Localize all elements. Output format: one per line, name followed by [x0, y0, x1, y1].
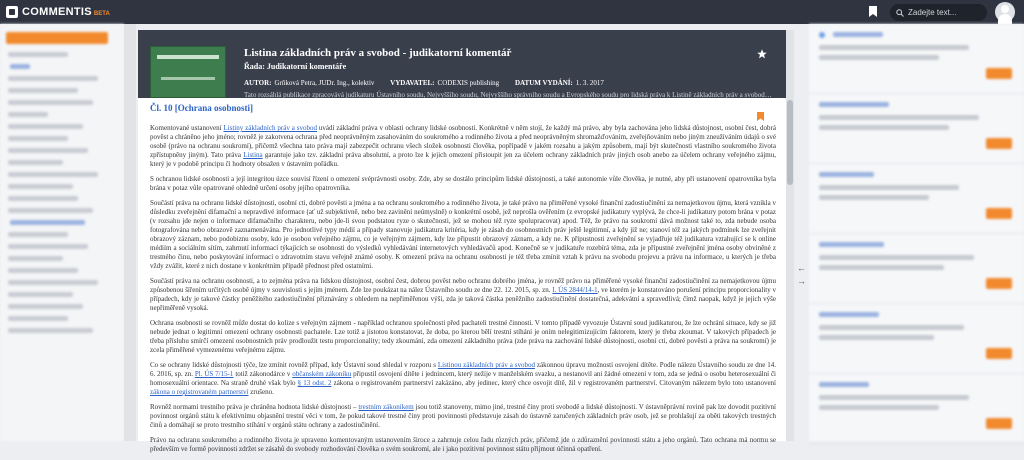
right-sidebar: [809, 24, 1024, 441]
beta-badge: BETA: [93, 11, 110, 17]
document-scrollbar[interactable]: [786, 30, 794, 441]
law-link[interactable]: Listiny základních práv a svobod: [223, 124, 317, 132]
sidebar-action-button[interactable]: [6, 32, 108, 44]
bookmark-icon[interactable]: [869, 6, 877, 17]
logo-icon: [6, 6, 18, 18]
law-link[interactable]: § 13 odst. 2: [297, 379, 332, 387]
list-item[interactable]: [809, 374, 1024, 444]
search-input[interactable]: [908, 8, 988, 17]
paragraph: Ochrana osobnosti se rovněž může dostat do kolize s veřejným zájmem - například ochranou společnosti před pachateli trestné činnosti. V tomto případě vyvozuje Ústavní soud judikaturou, že lze ochrání situace, kdy se již nebude jednat o legitimní omezení ochrany osobnosti pachatele. Lze totiž a jistotou konstatovat, že doba, po kterou bělí trestní stíhání je oním nelegitimizujícím faktorem, který je třeba zkoumat. V takových případech je třeba přísluhu smírčí omezení osobnostních práv prodloužit testu proporcionality; tedy zkoumání, zda omezení základního práva (zde práva na zachování lidské důstojnosti, osobní cti, dobré pověsti a práva na soukromí) je zcela přiměřené vymezenému veřejnému zájmu.: [150, 319, 776, 354]
paragraph: Právo na ochranu soukromého a rodinného života je upraveno komentovaným ustanovením široce a zahrnuje celou řadu různých práv, přičemž jde o zdůraznění povinnosti státu a jeho orgánů. Tato ochrana má normu se především ve formě povinnosti zdržet se zásahů do svobody rozhodování člověka o svém soukromí, ale i jako pozitivní povinnost státu přijmout účinná opatření.: [150, 436, 776, 453]
search-box[interactable]: [890, 4, 987, 21]
list-item[interactable]: [809, 24, 1024, 94]
panel-toggle: [797, 262, 807, 288]
law-link[interactable]: trestním zákoníkem: [358, 403, 414, 411]
list-item[interactable]: [809, 304, 1024, 374]
document-meta: AUTOR: Grňková Petra, JUDr. Ing., kolektiv VYDAVATEL: CODEXIS publishing DATUM VYDÁNÍ: 1. 3. 2017: [244, 79, 604, 87]
list-item[interactable]: [809, 234, 1024, 304]
section-title: Čl. 10 [Ochrana osobnosti]: [150, 103, 254, 113]
search-icon: [896, 9, 904, 17]
document-header: [138, 30, 786, 98]
paragraph: Komentované ustanovení Listiny základních práv a svobod uvádí základní práva v oblasti ochrany lidské osobnosti. Konkrétně v něm stojí, že každý má právo, aby byla zachována jeho lidská důstojnost, osobní čest, dobrá pověst a chráněno jeho jméno; rovněž je zakotvena ochrana před neoprávněným zasahováním do soukromého a rodinného života a před neoprávněným shromažďováním, zveřejňováním nebo jiným zneužíváním údajů o své osobě (právo na ochranu soukromí), přičemž všechna tato práva mají zabezpečit ochranu všech složek osobnosti člověka, popřípadě v jakém rozsahu a jakým způsobem, mají být skutečnosti vlastního soukromého života zpřístupněny jiným). Tato práva Listina garantuje jako tzv. základní práva absolutní, a proto lze k jejich omezení přistoupit jen za účelem ochrany základních práv jiných osob anebo za účelem ochrany veřejného zájmu, který je v podobě principu či hodnoty obsažen v ústavním pořádku.: [150, 124, 776, 168]
release-date: 1. 3. 2017: [575, 79, 604, 87]
left-sidebar-scrollbar[interactable]: [124, 24, 136, 441]
document-series: Řada: Judikatorní komentáře: [244, 62, 347, 71]
paragraph: Součástí práva na ochranu lidské důstojnosti, osobní cti, dobré pověsti a jména a na ochranu soukromého a rodinného života, je také právo na přiměřené vysoké finanční zadostiučinění za nemajetkovou újmu, která vznikla v důsledku zveřejnění difamační a nepravdivé informace (ať už subjektivně, nebo bez zavinění neúmyslně) o konkrétní osobě, jež neprošla ověřením (z evropské judikatury vyplývá, že chce-li judikatury potom brána v potaz (v rozsahu jde nejen o informace difamačního charakteru, nebo jde-li svou podstatou ryze o skutečnosti, jež se mohou též ryze spolupracovat) apod. Též, že právo na soukromí dává možnost také to, zda nebude osoba fotografována nebo obrazově zaznamenávána. Pro jednotlivé typy médií a případy stanovuje judikatura kritéria, kdy je zásah do osobnostních práv ještě legitimní, a kdy již ne; stanoví též za jakých podmínek lze zveřejnit obrazový záznam, nebo podobiznu osoby, kdo je osobou veřejného zájmu, co je veřejným zájmem, kdy lze připustit obrazový záznam, a kdy ne. K přípustnosti zveřejnění se vyjadřuje též judikatura vztahující se k online médiím a sociálním sítím, zahrnutí informací týkajících se osobnosti do výsledků vyhledávání internetových vyhledávačů apod. Konečně se v judikatuře rozebírá téma, zda je přípustné zveřejnění jména osoby obviněné z trestného činu, nebo poskytování informací o zdravotním stavu veřejně známé osoby. K omezení práva na ochranu osobnosti je též třeba zmínit vztah k právu na svobodu projevu a právu na informace, u kterých je třeba vždy zvážit, které z nich dostane v konkrétním případě přednost před ostatními.: [150, 199, 776, 270]
app-logo[interactable]: [6, 6, 110, 18]
scrollbar-thumb[interactable]: [787, 100, 793, 185]
author: Grňková Petra, JUDr. Ing., kolektiv: [274, 79, 375, 87]
paragraph: S ochranou lidské osobnosti a její integritou úzce souvisí řízení o omezení svéprávnosti osoby. Zde, aby se dostálo principům lidské důstojnosti, a také autonomie vůle člověka, je nutné, aby při ustanovení opatrovníka byla brána v potaz vůle opatrované ohledně určení osoby jejího opatrovníka.: [150, 175, 776, 192]
law-link[interactable]: zákona o registrovaném partnerství: [150, 388, 249, 396]
law-link[interactable]: občanském zákoníku: [292, 370, 352, 378]
paragraph: Součástí práva na ochranu osobnosti, a to zejména práva na lidskou důstojnost, osobní čest, dobrou pověst nebo ochranu dobrého jména, je rovněž právo na přiměřené vysoké finanční zadostiučinění za nemajetkovou újmu způsobenou šířením určitých osobě újmy v souvislosti s jejím jménem. Zde lze poukázat na nález Ústavního soudu ze dne 22. 12. 2015, sp. zn. I. ÚS 2844/14-1, ve kterém je konstatováno porušení principu proporcionality v případech, kdy je takové částky peněžitého zadostiučinění přiznávány s ohledem na nepřiměřenou výši, zda je taková částka peněžního zadostiučinění dostatečná, adekvátní a spravedlivá; čímž naopak, když je jejich výše nepřiměřeně vysoká.: [150, 277, 776, 312]
favorite-star-icon[interactable]: [757, 49, 767, 59]
top-bar: [0, 0, 1024, 24]
publisher: CODEXIS publishing: [437, 79, 500, 87]
document-body: [150, 104, 776, 460]
left-sidebar: [0, 24, 124, 441]
case-link[interactable]: Pl. ÚS 7/15-1: [194, 370, 234, 378]
book-cover: [150, 46, 226, 98]
paragraph: Co se ochrany lidské důstojnosti týče, lze zmínit rovněž případ, kdy Ústavní soud shledal v rozporu s Listinou základních práv a svobod zákonnou úpravu možnosti osvojení dítěte. Podle nálezu Ústavního soudu ze dne 14. 6. 2016, sp. zn. Pl. ÚS 7/15-1 totiž zákonodárce v občanském zákoníku připustil osvojení dítěte i jednincem, který nežije v manželském svazku, a nestanovil ani žádné omezení v tom, zda se jedná o osobu heterosexuální či homosexuální orientace. Na straně druhé však bylo § 13 odst. 2 zákona o registrovaném partnerství zakázáno, aby jedinec, který chce osvojit dítě, žil v registrovaném partnerství. Citovaným nálezem bylo toto ustanovení zákona o registrovaném partnerství zrušeno.: [150, 361, 777, 396]
arrow-left-icon[interactable]: ←: [797, 263, 806, 273]
list-item[interactable]: [809, 94, 1024, 164]
law-link[interactable]: Listina: [243, 151, 263, 159]
law-link[interactable]: Listinou základních práv a svobod: [437, 361, 535, 369]
app-name: COMMENTIS: [22, 6, 92, 18]
avatar[interactable]: [995, 2, 1015, 22]
list-item[interactable]: [809, 164, 1024, 234]
document-panel: [138, 30, 786, 453]
document-title: Listina základních práv a svobod - judikatorní komentář: [244, 47, 512, 59]
case-link[interactable]: I. ÚS 2844/14-1: [552, 286, 598, 294]
arrow-right-icon[interactable]: →: [797, 276, 806, 286]
paragraph: Rovněž normami trestního práva je chráněna hodnota lidské důstojnosti – trestním zákoníkem jsou totiž stanoveny, mimo jiné, trestné činy proti svobodě a lidské důstojnosti. V ústavněprávní rovině pak lze dovodit pozitivní povinnost orgánů státu k efektivnímu objasnění trestní věci v tom, že pokud takové trestné činy proti povinnosti představuje zásah do ústavně zaručených základních práv osob, jež se prohlašují za oběti takových trestných činů a domáhají se proto trestního stíhání v orgánů státu ochrany a zadostiučinění.: [150, 403, 776, 429]
document-teaser: Tato rozsáhlá publikace zpracovává judikaturu Ústavního soudu, Nejvyššího soudu, Nejvyššího správního soudu a Evropského soudu pro lidská práva k Listině základních práv a svobod…: [244, 91, 772, 99]
